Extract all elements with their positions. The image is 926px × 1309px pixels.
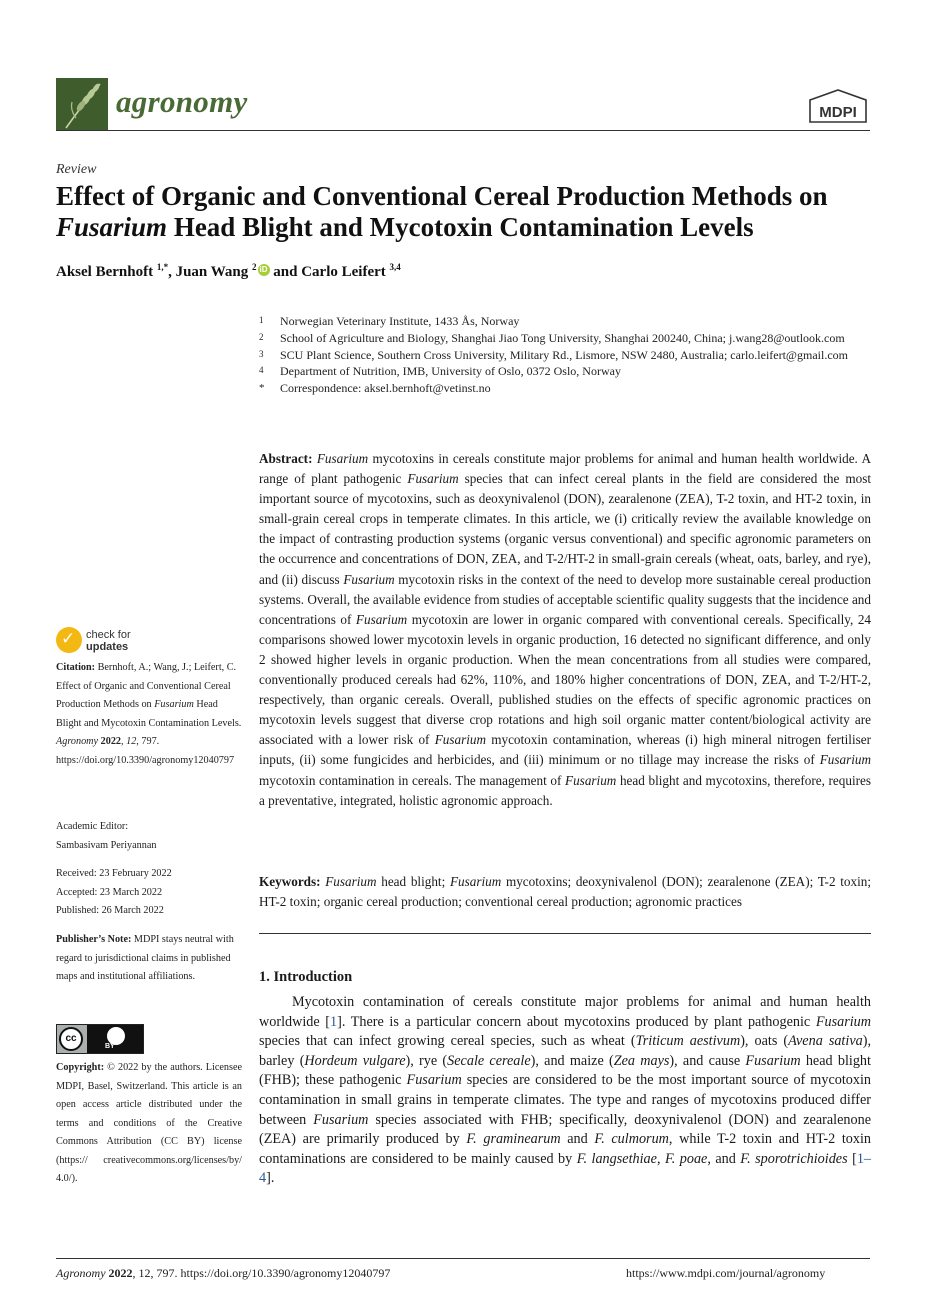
check-icon: ✓ bbox=[56, 627, 82, 653]
section-title: 1. Introduction bbox=[259, 969, 353, 985]
affiliation-item: 1 Norwegian Veterinary Institute, 1433 Ås, Norway bbox=[259, 314, 520, 328]
copyright: Copyright: © 2022 by the authors. Licensee MDPI, Basel, Switzerland. This article is an open access article distributed under the terms and conditions of the Creative Commons Attribution (CC BY) license (https:// creativecommons.org/licenses/by/ 4.0/). bbox=[56, 1062, 242, 1184]
affiliation-item: 3 SCU Plant Science, Southern Cross University, Military Rd., Lismore, NSW 2480, Australia; carlo.leifert@gmail.com bbox=[259, 347, 848, 362]
article-title: Effect of Organic and Conventional Cereal Production Methods on Fusarium Head Blight and Mycotoxin Contamination Levels bbox=[56, 181, 828, 242]
check-for-updates-button[interactable]: ✓ check for updates bbox=[56, 627, 216, 657]
published-date: Published: 26 March 2022 bbox=[56, 905, 164, 916]
author-list: Aksel Bernhoft $^{1,*}$, Juan Wang $^2$ iD and Carlo Leifert $^{3,4}$ bbox=[56, 262, 401, 280]
correspondence: * Correspondence: aksel.bernhoft@vetinst.no bbox=[259, 381, 491, 396]
footer-citation: Agronomy 2022, 12, 797. https://doi.org/10.3390/agronomy12040797 bbox=[56, 1266, 391, 1280]
cc-icon: cc bbox=[59, 1027, 83, 1051]
reference-link[interactable]: 1 bbox=[330, 1013, 338, 1030]
accepted-date: Accepted: 23 March 2022 bbox=[56, 886, 163, 898]
article-type: Review bbox=[56, 162, 97, 177]
cc-by-license-badge[interactable]: cc BY bbox=[56, 1024, 144, 1054]
svg-text:MDPI: MDPI bbox=[819, 104, 857, 121]
reference-link[interactable]: 1–4 bbox=[259, 1150, 871, 1187]
introduction-paragraph: Mycotoxin contamination of cereals constitute major problems for animal and human health worldwide [1]. There is a particular concern about mycotoxins produced by plant pathogenic Fusarium species that can infect growing cereal species, such as wheat (Triticum aestivum), oats (Avena sativa), barley (Hordeum vulgare), rye (Secale cereale), and maize (Zea mays), and cause Fusarium head blight (FHB); these pathogenic Fusarium species are considered to be the most important source of mycotoxin contamination in small grains in temperate climates. The type and ranges of mycotoxins produced differ between Fusarium species associated with FHB; specifically, deoxynivalenol (DON) and zearalenone (ZEA) are primarily produced by F. graminearum and F. culmorum, while T-2 toxin and HT-2 toxin contaminations are considered to be mainly caused by F. langsethiae, F. poae, and F. sporotrichioides [1–4]. bbox=[259, 994, 871, 1187]
author-name[interactable]: and Carlo Leifert bbox=[269, 264, 386, 280]
journal-logo bbox=[56, 78, 108, 130]
journal-url[interactable]: https://www.mdpi.com/journal/agronomy bbox=[626, 1266, 826, 1280]
keywords: Keywords: Fusarium head blight; Fusarium mycotoxins; deoxynivalenol (DON); zearalenone (ZEA); T-2 toxin; HT-2 toxin; organic cereal production; conventional cereal production; agronomic practices bbox=[259, 874, 871, 910]
author-name[interactable]: Aksel Bernhoft bbox=[56, 264, 154, 280]
publication-dates bbox=[56, 865, 242, 921]
footer-rule bbox=[56, 1258, 870, 1259]
affiliation-item: 2 School of Agriculture and Biology, Shanghai Jiao Tong University, Shanghai 200240, China; j.wang28@outlook.com bbox=[259, 330, 845, 345]
affiliation-item: 4 Department of Nutrition, IMB, University of Oslo, 0372 Oslo, Norway bbox=[259, 364, 621, 379]
orcid-icon[interactable]: iD bbox=[259, 265, 268, 274]
received-date: Received: 23 February 2022 bbox=[56, 868, 172, 879]
section-divider bbox=[259, 933, 871, 934]
header-rule bbox=[56, 130, 870, 131]
journal-name: agronomy bbox=[116, 84, 248, 119]
affiliations bbox=[259, 313, 871, 397]
citation: Citation: Bernhoft, A.; Wang, J.; Leifert, C. Effect of Organic and Conventional Cereal Production Methods on Fusarium Head Blight and Mycotoxin Contamination Levels. Agronomy 2022, 12, 797. https://doi.org/10.3390/agronomy12040797 bbox=[56, 662, 242, 766]
publishers-note: Publisher’s Note: MDPI stays neutral with regard to jurisdictional claims in published maps and institutional affiliations. bbox=[56, 934, 234, 982]
abstract: Abstract: Fusarium mycotoxins in cereals constitute major problems for animal and human health worldwide. A range of plant pathogenic Fusarium species that can infect cereal plants in the field are considered the most important source of mycotoxins, such as deoxynivalenol (DON), zearalenone (ZEA), T-2 toxin, and HT-2 toxin, in small-grain cereal crops in temperate climates. In this article, we (i) critically review the available knowledge on the impact of contrasting production systems (organic versus conventional) and specific agronomic parameters on the occurrence and concentrations of DON, ZEA, and T-2/HT-2 in small-grain cereals (wheat, oats, barley, and rye), and (ii) discuss Fusarium mycotoxin risks in the context of the need to develop more sustainable cereal production systems. Overall, the available evidence from studies of acceptable scientific quality suggests that the incidence and concentrations of Fusarium mycotoxin are lower in organic compared with conventional cereals. Specifically, 24 comparisons showed lower mycotoxin levels in organic production, 16 detected no significant difference, and only 2 showed higher levels in organic production. When the mean concentrations from all studies were compared, conventionally produced cereals had 62%, 110%, and 180% higher concentrations of DON, ZEA, and T-2/HT-2, respectively, than organic cereals. Overall, published studies on the effects of specific agronomic practices on mycotoxin levels suggest that diverse crop rotations and high soil organic matter content/biological activity are associated with a lower risk of Fusarium mycotoxin contamination, whereas (i) high mineral nitrogen fertiliser inputs, (ii) some fungicides and herbicides, and (iii) minimum or no tillage may increase the risks of Fusarium mycotoxin contamination in cereals. The management of Fusarium head blight and mycotoxins, therefore, requires a preventative, integrated, holistic agronomic approach. bbox=[259, 451, 872, 808]
author-name[interactable]: , Juan Wang bbox=[168, 264, 249, 280]
academic-editor: Academic Editor: Sambasivam Periyannan bbox=[56, 821, 157, 851]
mdpi-logo bbox=[806, 88, 870, 126]
